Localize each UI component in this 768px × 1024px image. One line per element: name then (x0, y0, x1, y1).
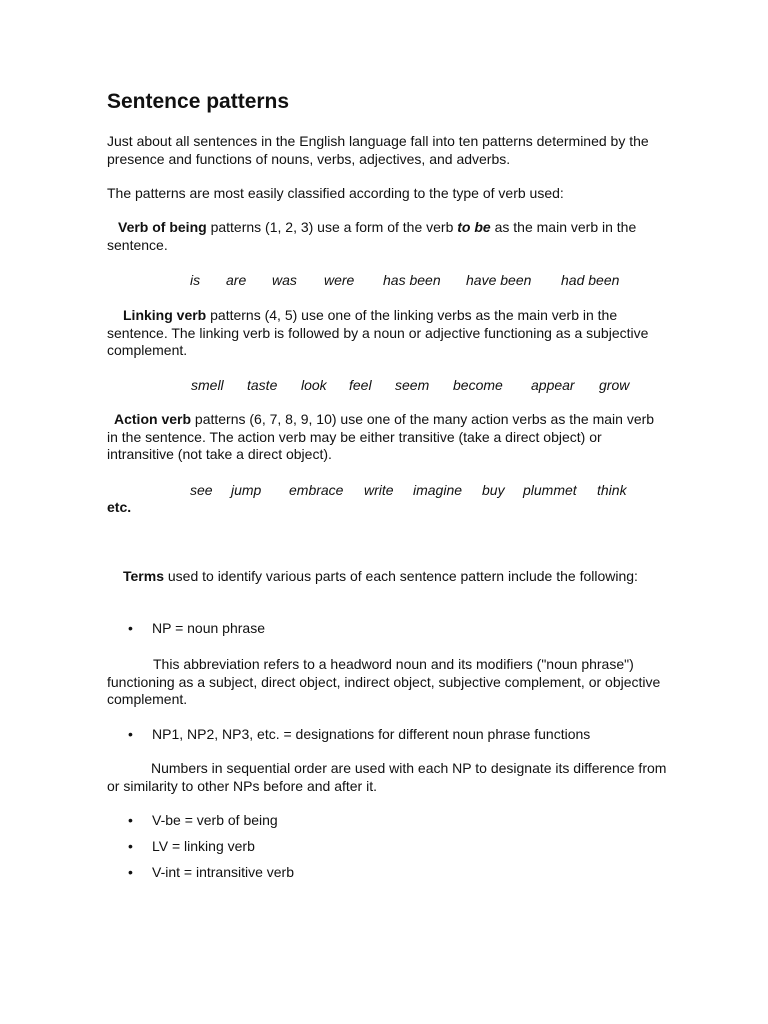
example-word: embrace (289, 482, 344, 498)
example-word: smell (191, 377, 224, 393)
example-word: had been (561, 272, 620, 288)
example-word: plummet (523, 482, 577, 498)
example-word: taste (247, 377, 278, 393)
terms-text: used to identify various parts of each sentence pattern include the following: (163, 568, 638, 584)
bullet-icon: • (128, 726, 133, 742)
linking-verb-lead: Linking verb (123, 307, 207, 323)
action-verb-text: patterns (6, 7, 8, 9, 10) use one of the many action verbs as the main verb in the sentence. The action verb may be either transitive (take a direct object) or intransitive (not take a direct object). (107, 411, 655, 462)
bullet-icon: • (128, 620, 133, 636)
bullet-text: LV = linking verb (152, 838, 255, 854)
action-verb-lead: Action verb (114, 411, 192, 427)
linking-examples (0, 377, 768, 395)
example-word: seem (395, 377, 430, 393)
bullet-text: V-be = verb of being (152, 812, 278, 828)
action-examples (0, 482, 768, 500)
np-numbers-paragraph: Numbers in sequential order are used with each NP to designate its difference from or similarity to other NPs before and after it. (107, 760, 667, 794)
linking-verb-text: patterns (4, 5) use one of the linking verbs as the main verb in the sentence. The linking verb is followed by a noun or adjective functioning as a subjective complement. (107, 307, 649, 358)
example-word: buy (482, 482, 505, 498)
example-word: has been (383, 272, 441, 288)
np-explanation-paragraph: This abbreviation refers to a headword noun and its modifiers ("noun phrase") functioning as a subject, direct object, indirect object, subjective complement, or objective complement. (107, 656, 661, 707)
linking-verb-paragraph (107, 307, 667, 360)
intro-paragraph: Just about all sentences in the English language fall into ten patterns determined by the presence and functions of nouns, verbs, adjectives, and adverbs. (107, 133, 649, 167)
action-verb-paragraph (107, 411, 667, 464)
etc-label: etc. (107, 499, 132, 515)
verb-to-be-emphasis: to be (457, 219, 491, 235)
example-word: see (190, 482, 213, 498)
page-title: Sentence patterns (107, 90, 290, 113)
example-word: was (272, 272, 297, 288)
classification-paragraph: The patterns are most easily classified according to the type of verb used: (107, 185, 564, 201)
example-word: feel (349, 377, 372, 393)
being-examples (0, 272, 768, 290)
example-word: is (190, 272, 201, 288)
example-word: become (453, 377, 503, 393)
example-word: were (324, 272, 355, 288)
verb-of-being-text-b: as the main verb in the sentence. (107, 219, 637, 253)
bullet-text: V-int = intransitive verb (152, 864, 295, 880)
bullet-text: NP1, NP2, NP3, etc. = designations for different noun phrase functions (152, 726, 591, 742)
example-word: look (301, 377, 327, 393)
bullet-icon: • (128, 864, 133, 880)
example-word: are (226, 272, 247, 288)
verb-of-being-lead: Verb of being (118, 219, 207, 235)
example-word: grow (599, 377, 630, 393)
verb-of-being-paragraph (107, 219, 667, 254)
terms-paragraph (107, 568, 667, 586)
verb-of-being-text-a: patterns (1, 2, 3) use a form of the verb (206, 219, 458, 235)
example-word: imagine (413, 482, 463, 498)
example-word: think (597, 482, 627, 498)
example-word: write (364, 482, 394, 498)
example-word: jump (231, 482, 262, 498)
example-word: have been (466, 272, 532, 288)
terms-lead: Terms (123, 568, 164, 584)
bullet-icon: • (128, 838, 133, 854)
bullet-icon: • (128, 812, 133, 828)
bullet-text: NP = noun phrase (152, 620, 265, 636)
example-word: appear (531, 377, 575, 393)
